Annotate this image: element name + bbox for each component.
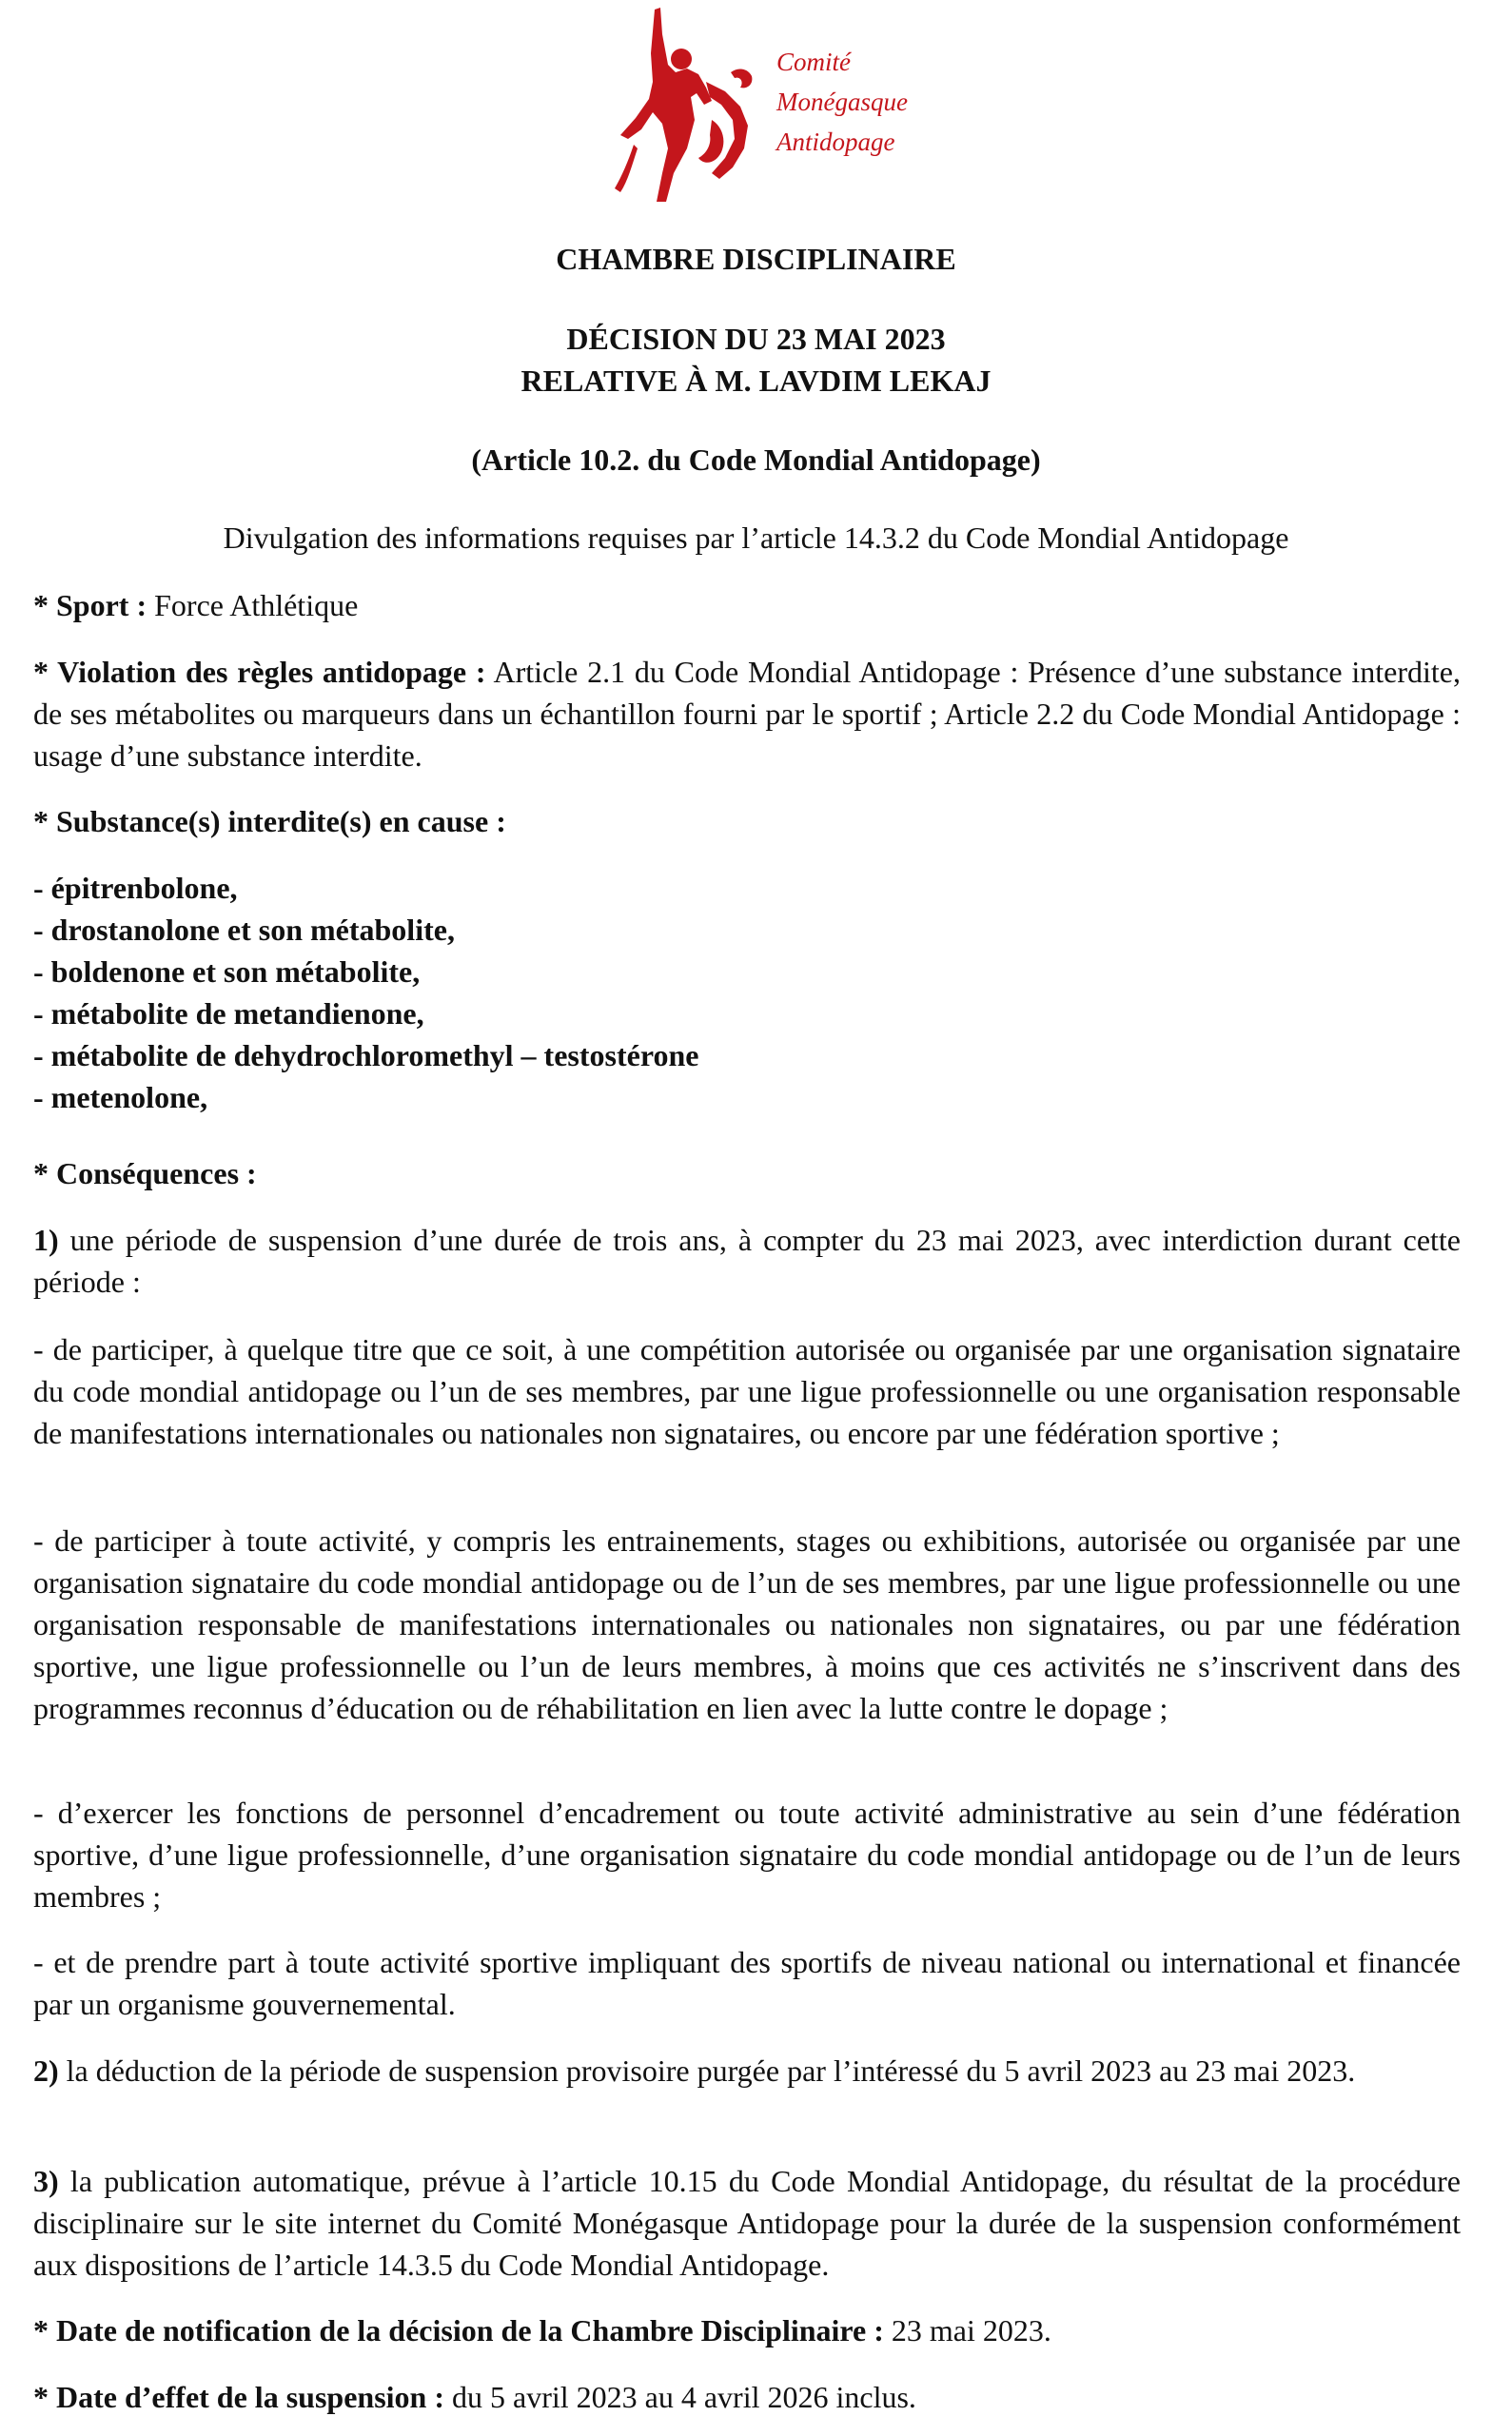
consequences-label-text: * Conséquences : xyxy=(33,1156,257,1190)
sport-value: Force Athlétique xyxy=(147,588,359,622)
decision-subject: RELATIVE À M. LAVDIM LEKAJ xyxy=(520,363,992,398)
suspension-effective-date xyxy=(33,2376,1461,2418)
ban-item-government-funded: - et de prendre part à toute activité sportive impliquant des sportifs de niveau national ou international et financée par un organisme gouvernemental. xyxy=(33,1945,1461,2021)
substances-label xyxy=(33,800,1461,842)
organization-logo xyxy=(599,6,908,206)
consequence-3 xyxy=(33,2160,1461,2286)
consequence-3-text: la publication automatique, prévue à l’article 10.15 du Code Mondial Antidopage, du résultat de la procédure disciplinaire sur le site internet du Comité Monégasque Antidopage pour la durée de la suspension conformément aux dispositions de l’article 14.3.5 du Code Mondial Antidopage. xyxy=(33,2164,1461,2282)
consequence-3-number: 3) xyxy=(33,2164,59,2198)
ban-item-competition: - de participer, à quelque titre que ce soit, à une compétition autorisée ou organisée par une organisation signataire du code mondial antidopage ou l’un de ses membres, par une ligue professionnelle ou une organisation responsable de manifestations internationales ou nationales non signataires, ou encore par une fédération sportive ; xyxy=(33,1332,1461,1450)
substance-item: - épitrenbolone, xyxy=(33,871,238,905)
consequence-1 xyxy=(33,1219,1461,1303)
substance-item: - boldenone et son métabolite, xyxy=(33,954,421,989)
logo-line-1: Comité xyxy=(776,48,851,76)
substance-item: - métabolite de metandienone, xyxy=(33,996,424,1031)
consequence-2-number: 2) xyxy=(33,2053,59,2088)
violation-paragraph xyxy=(33,651,1461,776)
suspension-effective-label: * Date d’effet de la suspension : xyxy=(33,2380,444,2414)
substance-item: - métabolite de dehydrochloromethyl – testostérone xyxy=(33,1038,699,1072)
notification-date-value: 23 mai 2023. xyxy=(883,2313,1051,2348)
substance-item: - metenolone, xyxy=(33,1080,208,1114)
consequence-2-text: la déduction de la période de suspension provisoire purgée par l’intéressé du 5 avril 2023 au 23 mai 2023. xyxy=(58,2053,1356,2088)
athlete-figure-icon xyxy=(599,6,761,206)
article-reference: (Article 10.2. du Code Mondial Antidopage) xyxy=(471,442,1041,477)
consequence-2 xyxy=(33,2050,1461,2092)
substances-list xyxy=(33,867,1461,1118)
decision-title: DÉCISION DU 23 MAI 2023 xyxy=(566,322,946,356)
logo-line-3: Antidopage xyxy=(776,128,895,156)
substance-item: - drostanolone et son métabolite, xyxy=(33,913,455,947)
ban-item-activity: - de participer à toute activité, y compris les entrainements, stages ou exhibitions, autorisée ou organisée par une organisation signataire du code mondial antidopage ou de l’un de ses membres, par une ligue professionnelle ou une organisation responsable de manifestations internationales ou nationales non signataires, ou par une fédération sportive, une ligue professionnelle ou l’un de leurs membres, à moins que ces activités ne s’inscrivent dans des programmes reconnus d’éducation ou de réhabilitation en lien avec la lutte contre le dopage ; xyxy=(33,1523,1461,1725)
notification-date-label: * Date de notification de la décision de la Chambre Disciplinaire : xyxy=(33,2313,884,2348)
logo-wordmark xyxy=(776,42,908,162)
logo-line-2: Monégasque xyxy=(776,88,908,116)
consequences-label xyxy=(33,1152,1461,1194)
sport-label: * Sport : xyxy=(33,588,147,622)
disclosure-note: Divulgation des informations requises par l’article 14.3.2 du Code Mondial Antidopage xyxy=(223,521,1289,555)
substances-label-text: * Substance(s) interdite(s) en cause : xyxy=(33,804,506,838)
suspension-effective-value: du 5 avril 2023 au 4 avril 2026 inclus. xyxy=(443,2380,916,2414)
ban-item-staff: - d’exercer les fonctions de personnel d’encadrement ou toute activité administrative au sein d’une fédération sportive, d’une ligue professionnelle, d’une organisation signataire du code mondial antidopage ou de l’un de leurs membres ; xyxy=(33,1796,1461,1914)
consequence-1-text: une période de suspension d’une durée de trois ans, à compter du 23 mai 2023, avec interdiction durant cette période : xyxy=(33,1223,1461,1299)
chamber-title: CHAMBRE DISCIPLINAIRE xyxy=(556,242,956,276)
sport-field xyxy=(33,584,1461,626)
notification-date xyxy=(33,2309,1461,2351)
consequence-1-number: 1) xyxy=(33,1223,59,1257)
violation-label: * Violation des règles antidopage : xyxy=(33,655,486,689)
violation-text: Article 2.1 du Code Mondial Antidopage : Présence d’une substance interdite, de ses métabolites ou marqueurs dans un échantillon fourni par le sportif ; Article 2.2 du Code Mondial Antidopage : usage d’une substance interdite. xyxy=(33,655,1462,773)
